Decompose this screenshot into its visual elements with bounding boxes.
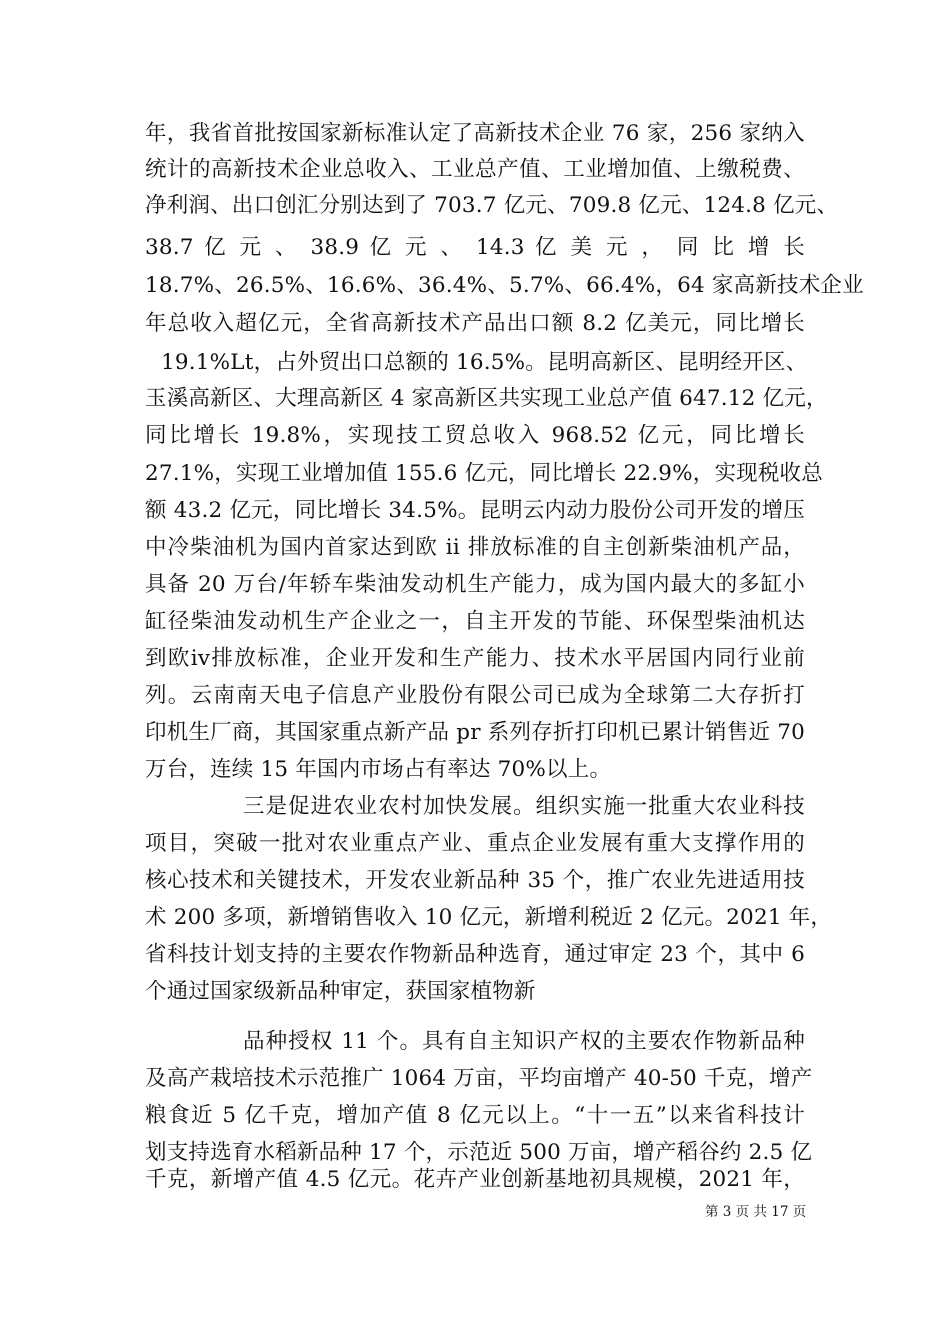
text-line: 核心技术和关键技术，开发农业新品种 35 个，推广农业先进适用技	[145, 868, 805, 893]
text-line: 粮食近 5 亿千克，增加产值 8 亿元以上。“十一五”以来省科技计	[145, 1103, 805, 1128]
text-line: 18.7%、26.5%、16.6%、36.4%、5.7%、66.4%，64 家高新技术企业	[145, 273, 864, 298]
text-line: 额 43.2 亿元，同比增长 34.5%。昆明云内动力股份公司开发的增压	[145, 498, 805, 523]
text-line: 玉溪高新区、大理高新区 4 家高新区共实现工业总产值 647.12 亿元，	[145, 386, 828, 411]
text-line: 年总收入超亿元，全省高新技术产品出口额 8.2 亿美元，同比增长	[145, 311, 805, 336]
text-line: 27.1%，实现工业增加值 155.6 亿元，同比增长 22.9%，实现税收总	[145, 461, 823, 486]
text-line: 38.7 亿 元 、 38.9 亿 元 、 14.3 亿 美 元 ， 同 比 增 长	[145, 235, 805, 260]
text-line: 列。云南南天电子信息产业股份有限公司已成为全球第二大存折打	[145, 683, 805, 708]
text-line: 中冷柴油机为国内首家达到欧 ii 排放标准的自主创新柴油机产品，	[145, 535, 805, 560]
text-line: 万台，连续 15 年国内市场占有率达 70%以上。	[145, 757, 612, 782]
text-line: 划支持选育水稻新品种 17 个，示范近 500 万亩，增产稻谷约 2.5 亿	[145, 1140, 813, 1165]
text-line: 同比增长 19.8%，实现技工贸总收入 968.52 亿元，同比增长	[145, 423, 805, 448]
text-line: 净利润、出口创汇分别达到了 703.7 亿元、709.8 亿元、124.8 亿元、	[145, 193, 839, 218]
text-line: 个通过国家级新品种审定，获国家植物新	[145, 979, 536, 1004]
text-line: 千克，新增产值 4.5 亿元。花卉产业创新基地初具规模，2021 年，	[145, 1167, 805, 1192]
text-line: 项目，突破一批对农业重点产业、重点企业发展有重大支撑作用的	[145, 831, 805, 856]
text-line: 到欧iv排放标准，企业开发和生产能力、技术水平居国内同行业前	[145, 646, 805, 671]
text-line: 具备 20 万台/年轿车柴油发动机生产能力，成为国内最大的多缸小	[145, 572, 805, 597]
text-line: 省科技计划支持的主要农作物新品种选育，通过审定 23 个，其中 6	[145, 942, 805, 967]
text-line: 年，我省首批按国家新标准认定了高新技术企业 76 家，256 家纳入	[145, 121, 805, 146]
text-line: 品种授权 11 个。具有自主知识产权的主要农作物新品种	[243, 1029, 805, 1054]
text-line: 统计的高新技术企业总收入、工业总产值、工业增加值、上缴税费、	[145, 157, 805, 182]
text-line: 术 200 多项，新增销售收入 10 亿元，新增利税近 2 亿元。2021 年，	[145, 905, 833, 930]
page-number-footer: 第 3 页 共 17 页	[705, 1204, 807, 1220]
text-line: 印机生厂商，其国家重点新产品 pr 系列存折打印机已累计销售近 70	[145, 720, 805, 745]
text-line: 三是促进农业农村加快发展。组织实施一批重大农业科技	[243, 794, 805, 819]
text-line: 及高产栽培技术示范推广 1064 万亩，平均亩增产 40-50 千克，增产	[145, 1066, 813, 1091]
text-line: 19.1%Lt，占外贸出口总额的 16.5%。昆明高新区、昆明经开区、	[161, 350, 808, 375]
text-line: 缸径柴油发动机生产企业之一，自主开发的节能、环保型柴油机达	[145, 609, 805, 634]
